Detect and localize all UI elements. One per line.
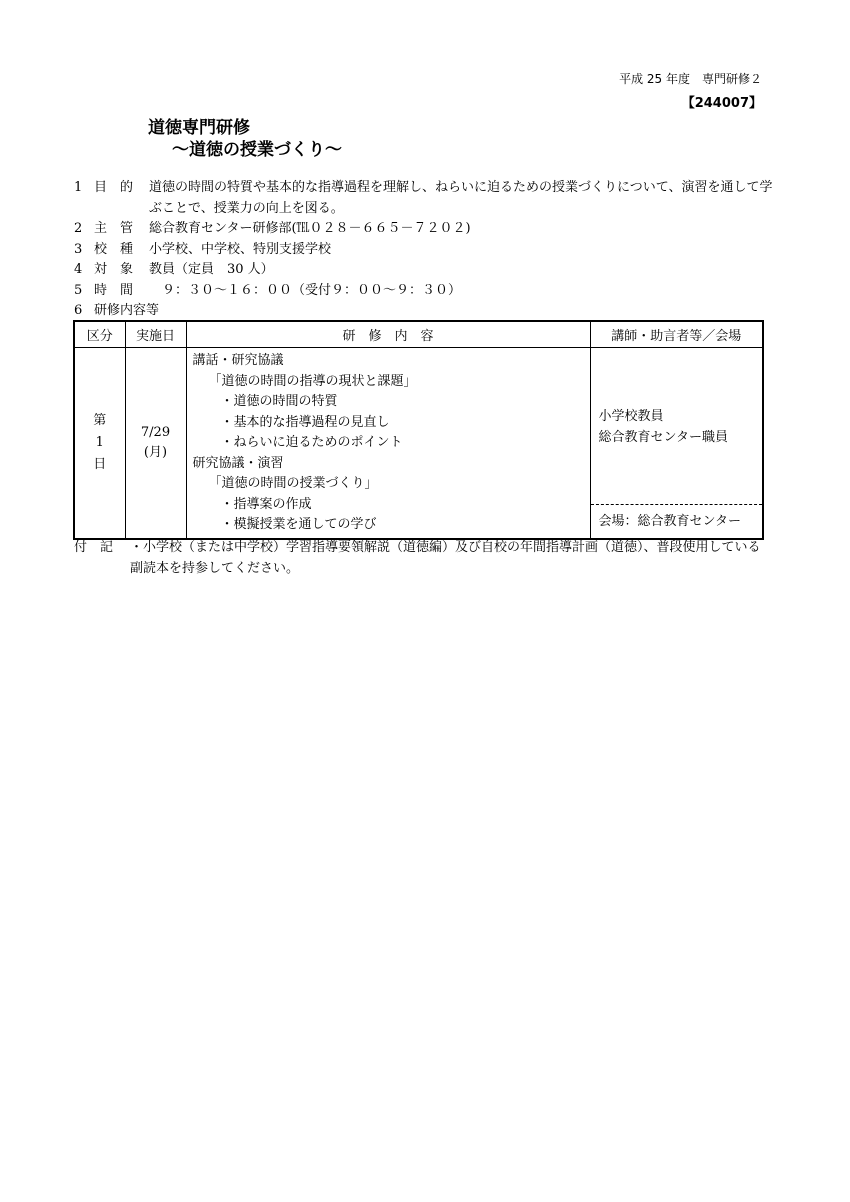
content-line: ・模擬授業を通しての学び (220, 517, 377, 532)
table-header-row (74, 321, 763, 348)
content-cell (186, 348, 590, 539)
item-label: 研修内容等 (94, 303, 160, 318)
item-text: 総合教育センター研修部(℡０２８－６６５－７２０２) (149, 221, 471, 236)
item-school-type (74, 240, 774, 261)
header-code: 【244007】 (681, 96, 762, 111)
content-line: ・ねらいに迫るためのポイント (220, 435, 403, 450)
item-label: 校 種 (94, 241, 134, 257)
page-subtitle: ～道徳の授業づくり～ (172, 140, 342, 160)
date-weekday: (月) (143, 444, 168, 460)
item-purpose (74, 178, 774, 219)
item-contents (74, 301, 774, 322)
item-number: 1 (74, 180, 83, 195)
content-line: 「道徳の時間の授業づくり」 (208, 476, 378, 491)
item-target (74, 260, 774, 281)
item-organizer (74, 219, 774, 240)
item-text: 教員（定員 30 人） (149, 262, 274, 277)
content-line: ・道徳の時間の特質 (220, 394, 338, 409)
content-line: 講話・研究協議 (192, 353, 284, 368)
day-cell (74, 348, 125, 539)
content-line: ・基本的な指導過程の見直し (220, 414, 390, 430)
header-date: 実施日 (125, 321, 186, 348)
header-content: 研 修 内 容 (186, 321, 590, 348)
item-number: 5 (74, 282, 83, 298)
staff-list (599, 406, 728, 448)
header-year: 平成 25 年度 専門研修２ (619, 72, 762, 86)
item-label: 対 象 (94, 262, 134, 277)
staff-cell (590, 348, 763, 539)
header-kubun: 区分 (74, 321, 125, 348)
date-cell (125, 348, 186, 539)
day-char: 日 (93, 456, 107, 472)
content-line: 研究協議・演習 (192, 455, 284, 471)
venue: 会場：総合教育センター (598, 514, 741, 529)
item-text: 道徳の時間の特質や基本的な指導過程を理解し、ねらいに迫るための授業づくりについて、演習を通して学ぶことで、授業力の向上を図る。 (149, 180, 773, 216)
note (74, 538, 764, 579)
item-label: 時 間 (94, 282, 134, 298)
dashed-divider (591, 504, 763, 505)
day-char: 第 (93, 412, 107, 428)
item-number: 6 (74, 303, 83, 318)
staff-name: 総合教育センター職員 (598, 430, 728, 445)
item-time (74, 281, 774, 302)
item-number: 4 (74, 262, 83, 277)
item-text: ９：３０～１６：００（受付９：００～９：３０） (149, 282, 462, 298)
item-number: 2 (74, 221, 83, 236)
content-line: 「道徳の時間の指導の現状と課題」 (208, 373, 417, 389)
note-text: ・小学校（または中学校）学習指導要領解説（道徳編）及び自校の年間指導計画（道徳）、普段使用している副読本を持参してください。 (130, 540, 761, 576)
note-label: 付 記 (74, 540, 114, 555)
item-label: 主 管 (94, 221, 134, 236)
item-number: 3 (74, 241, 83, 257)
content-line: ・指導案の作成 (220, 496, 312, 512)
item-text: 小学校、中学校、特別支援学校 (149, 241, 332, 257)
date-value: 7/29 (140, 424, 171, 440)
schedule-table (73, 320, 764, 540)
table-row (74, 348, 763, 539)
day-char: 1 (95, 434, 104, 450)
page-title: 道徳専門研修 (148, 118, 250, 138)
header-staff: 講師・助言者等／会場 (590, 321, 763, 348)
item-label: 目 的 (94, 180, 134, 195)
staff-name: 小学校教員 (598, 409, 664, 424)
overview-list (74, 178, 774, 322)
